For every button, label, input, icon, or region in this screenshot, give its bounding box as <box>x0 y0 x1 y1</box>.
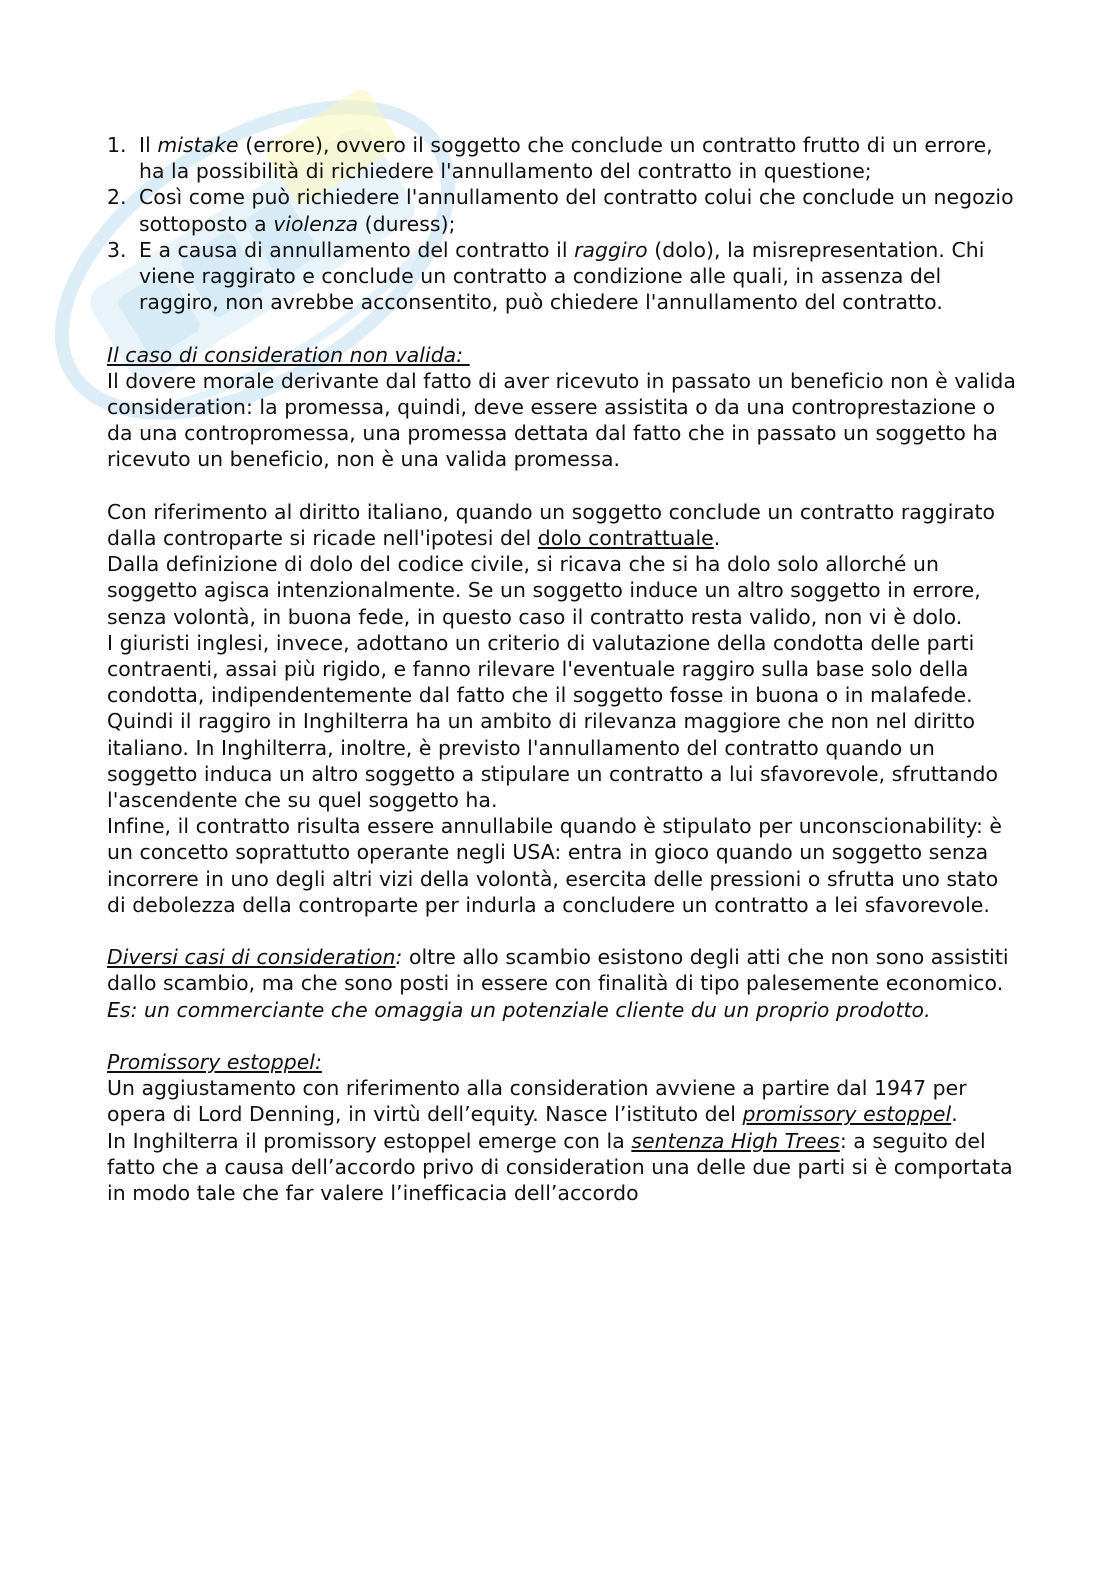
paragraph: Diversi casi di consideration: oltre allo scambio esistono degli atti che non sono assistiti dallo scambio, ma che sono posti in essere con finalità di tipo palesemente economico. <box>107 945 1009 996</box>
list-item: 2. Così come può richiedere l'annullamento del contratto colui che conclude un negozio sottoposto a violenza (duress); <box>107 185 1014 236</box>
paragraph: Dalla definizione di dolo del codice civile, si ricava che si ha dolo solo allorché un soggetto agisca intenzionalmente. Se un soggetto induce un altro soggetto in errore, senza volontà, in buona fede, in questo caso il contratto resta valido, non vi è dolo. <box>107 552 981 629</box>
emphasis-term: raggiro <box>574 237 648 262</box>
paragraph: Con riferimento al diritto italiano, quando un soggetto conclude un contratto raggirato dalla controparte si ricade nell'ipotesi del dolo contrattuale. <box>107 499 996 551</box>
emphasis-term: mistake <box>157 133 239 157</box>
list-item-number: 1. <box>107 133 127 157</box>
underlined-term: dolo contrattuale <box>537 526 714 551</box>
annulment-causes-list <box>107 132 1017 315</box>
paragraph: In Inghilterra il promissory estoppel emerge con la sentenza High Trees: a seguito del fatto che a causa dell’accordo privo di consideration una delle due parti si è comportata in modo tale che far valere l’inefficacia dell’accordo <box>107 1128 1013 1206</box>
emphasis-term: sentenza High Trees <box>631 1128 840 1153</box>
section-heading: Il caso di consideration non valida: <box>107 342 470 367</box>
emphasis-term: promissory estoppel <box>742 1102 952 1127</box>
paragraph: Quindi il raggiro in Inghilterra ha un ambito di rilevanza maggiore che non nel diritto italiano. In Inghilterra, inoltre, è previsto l'annullamento del contratto quando un soggetto induca un altro soggetto a stipulare un contratto a lui sfavorevole, sfruttando l'ascendente che su quel soggetto ha. <box>107 709 999 813</box>
example-text: Es: un commerciante che omaggia un potenziale cliente du un proprio prodotto. <box>107 997 931 1022</box>
list-item: 3. E a causa di annullamento del contratto il raggiro (dolo), la misrepresentation. Chi viene raggirato e conclude un contratto a condizione alle quali, in assenza del raggiro, non avrebbe acconsentito, può chiedere l'annullamento del contratto. <box>107 237 985 315</box>
paragraph: I giuristi inglesi, invece, adottano un criterio di valutazione della condotta delle parti contraenti, assai più rigido, e fanno rilevare l'eventuale raggiro sulla base solo della condotta, indipendentemente dal fatto che il soggetto fosse in buona o in malafede. <box>107 630 975 708</box>
paragraph: Infine, il contratto risulta essere annullabile quando è stipulato per unconscionability: è un concetto soprattutto operante negli USA: entra in gioco quando un soggetto senza incorrere in uno degli altri vizi della volontà, esercita delle pressioni o sfrutta uno stato di debolezza della controparte per indurla a concludere un contratto a lei sfavorevole. <box>107 814 1003 917</box>
document-body <box>107 132 1017 1206</box>
list-item-number: 3. <box>107 237 127 262</box>
section-heading: Diversi casi di consideration <box>107 945 396 970</box>
emphasis-term: violenza <box>273 211 359 236</box>
list-item-number: 2. <box>107 185 127 210</box>
section-heading: Promissory estoppel: <box>107 1050 322 1075</box>
paragraph: Il dovere morale derivante dal fatto di aver ricevuto in passato un beneficio non è valida consideration: la promessa, quindi, deve essere assistita o da una controprestazione o da una contropromessa, una promessa dettata dal fatto che in passato un soggetto ha ricevuto un beneficio, non è una valida promessa. <box>107 368 1016 472</box>
paragraph: Un aggiustamento con riferimento alla consideration avviene a partire dal 1947 per opera di Lord Denning, in virtù dell’equity. Nasce l’istituto del promissory estoppel. <box>107 1076 967 1127</box>
list-item: 1. Il mistake (errore), ovvero il soggetto che conclude un contratto frutto di un errore, ha la possibilità di richiedere l'annullamento del contratto in questione; <box>107 133 993 184</box>
